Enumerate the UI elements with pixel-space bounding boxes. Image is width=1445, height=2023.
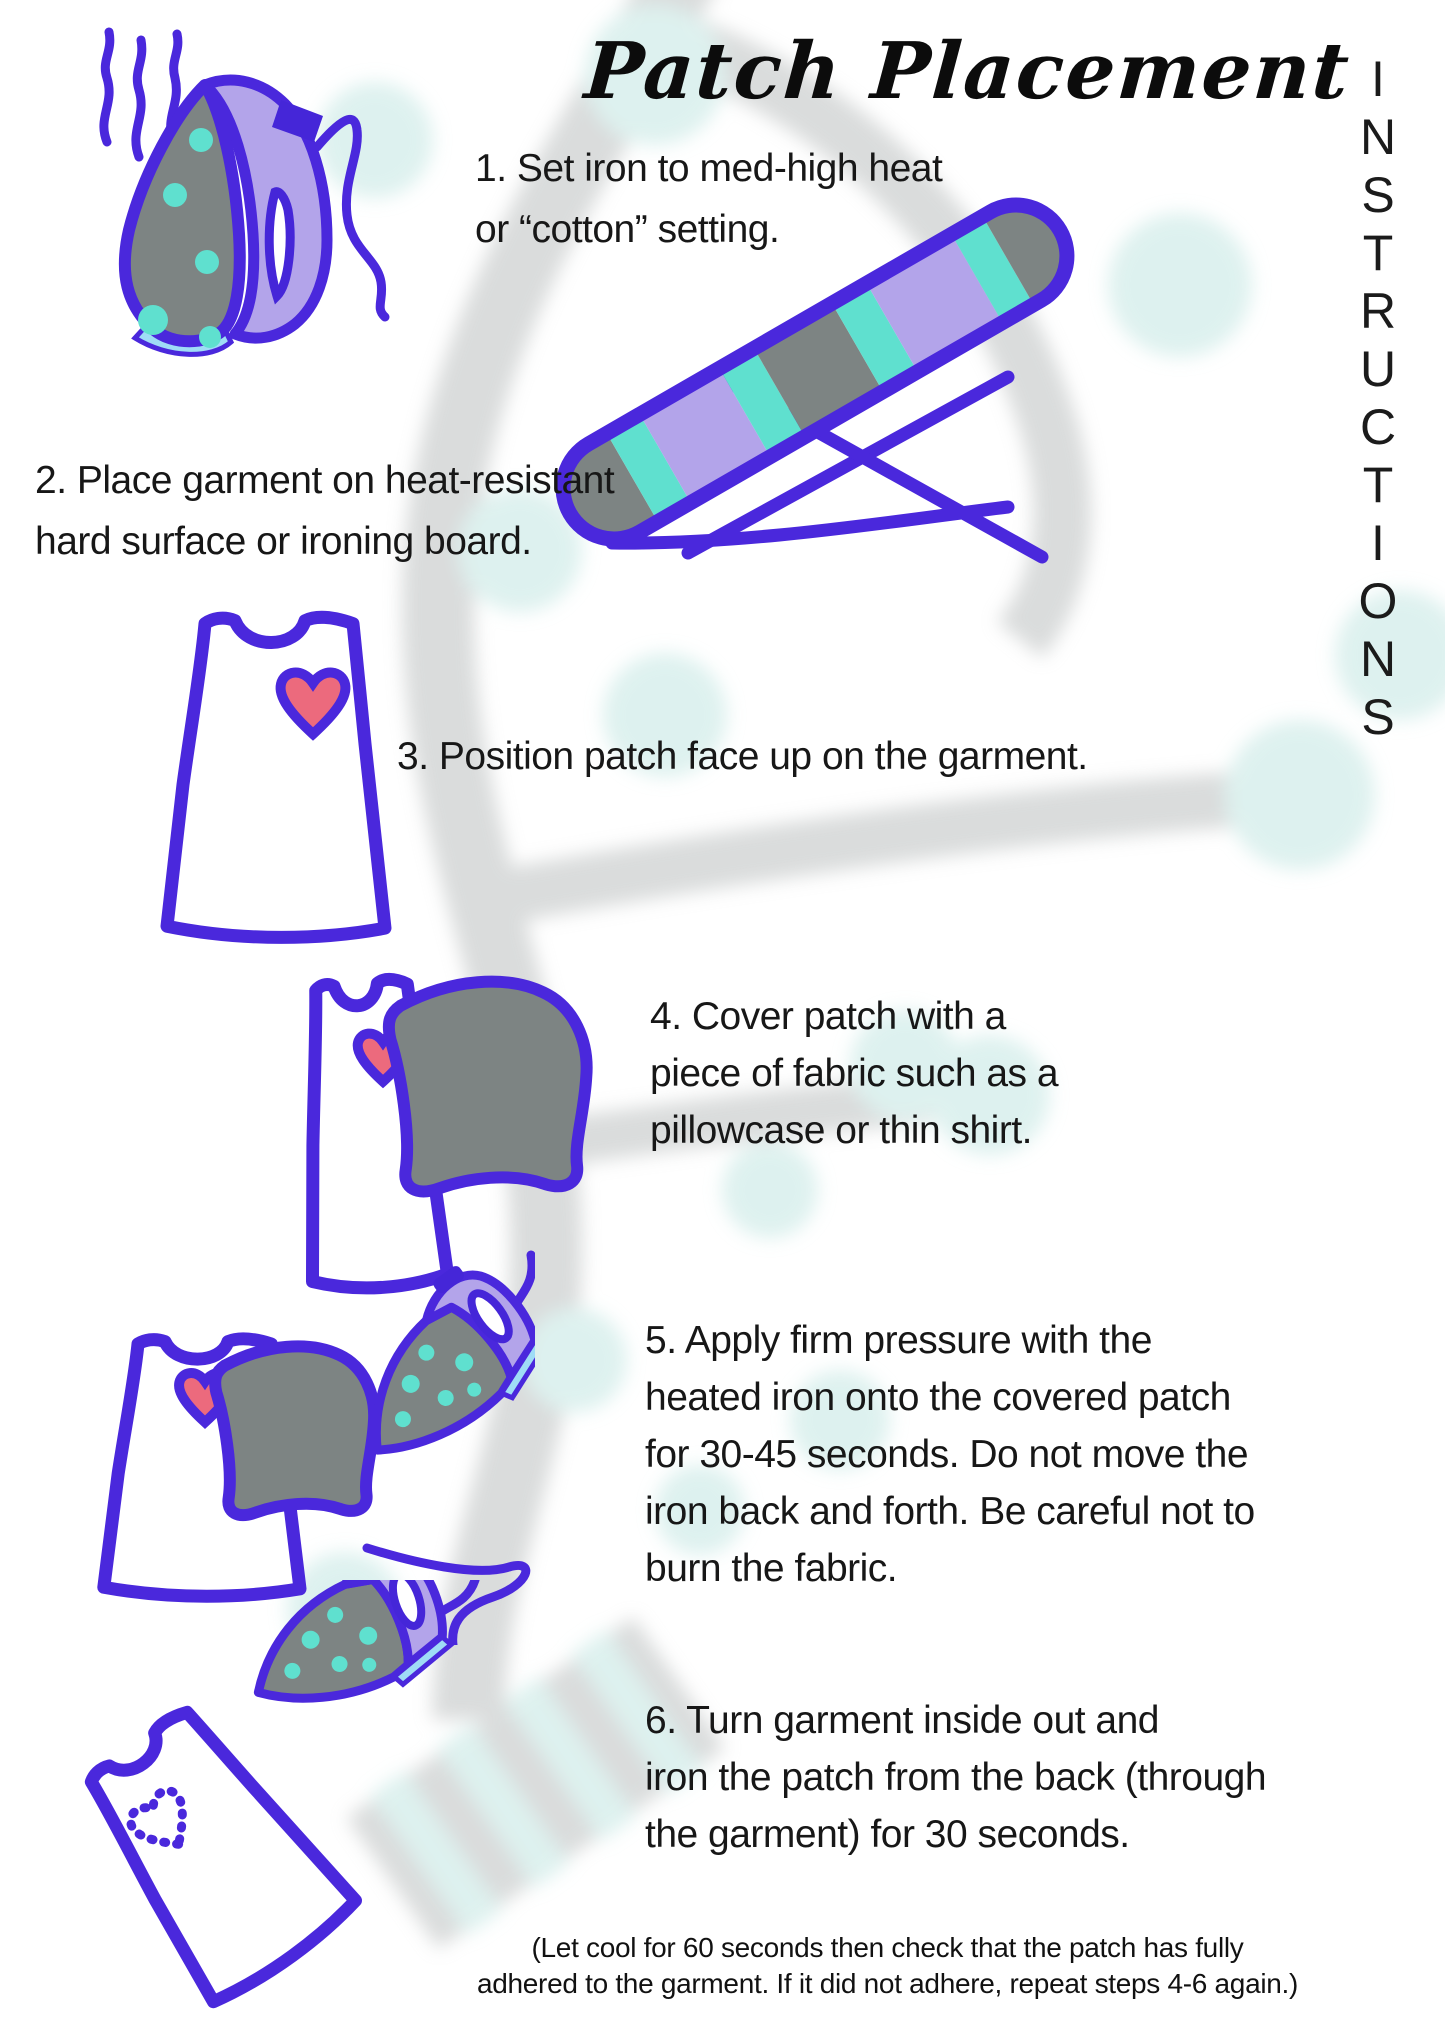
step-6-line: iron the patch from the back (through: [645, 1756, 1267, 1799]
vertical-letter: C: [1359, 399, 1397, 455]
step-5-line: for 30-45 seconds. Do not move the: [645, 1433, 1249, 1476]
garment-with-patch-illustration: [150, 600, 410, 945]
step-4-line: piece of fabric such as a: [650, 1052, 1059, 1095]
step-2-line: hard surface or ironing board.: [35, 520, 532, 563]
vertical-letter: I: [1371, 51, 1385, 107]
vertical-letter: S: [1361, 689, 1395, 745]
step-6-text: [645, 1692, 1266, 1863]
step-5-text: [645, 1312, 1255, 1597]
step-5-line: burn the fabric.: [645, 1547, 898, 1590]
vertical-letter: T: [1362, 225, 1394, 281]
step-6-line: 6. Turn garment inside out and: [645, 1699, 1159, 1742]
vertical-letter: U: [1359, 341, 1397, 397]
vertical-letter: S: [1361, 167, 1395, 223]
footnote-line: (Let cool for 60 seconds then check that the patch has fully: [531, 1932, 1244, 1963]
step-3-line: 3. Position patch face up on the garment.: [397, 735, 1088, 778]
step-5-line: heated iron onto the covered patch: [645, 1376, 1231, 1419]
footnote: [330, 1930, 1445, 2002]
step-4-line: 4. Cover patch with a: [650, 995, 1006, 1038]
page-title: Patch Placement: [581, 26, 1354, 117]
footnote-line: adhered to the garment. If it did not adhere, repeat steps 4-6 again.): [476, 1968, 1299, 1999]
vertical-letter: R: [1359, 283, 1397, 339]
step-4-line: pillowcase or thin shirt.: [650, 1109, 1032, 1152]
step-5-line: 5. Apply firm pressure with the: [645, 1319, 1152, 1362]
step-1-text: [475, 138, 942, 260]
step-2-text: [35, 450, 614, 572]
vertical-letter: N: [1359, 631, 1397, 687]
step-5-line: iron back and forth. Be careful not to: [645, 1490, 1255, 1533]
step-2-line: 2. Place garment on heat-resistant: [35, 459, 615, 502]
vertical-letter: T: [1362, 457, 1394, 513]
step-1-line: or “cotton” setting.: [475, 208, 780, 251]
step-3-text: [397, 728, 1088, 785]
step-6-line: the garment) for 30 seconds.: [645, 1813, 1130, 1856]
step-4-text: [650, 988, 1058, 1159]
step-1-line: 1. Set iron to med-high heat: [475, 147, 943, 190]
vertical-letter: I: [1371, 515, 1385, 571]
vertical-letter: N: [1359, 109, 1397, 165]
steam-iron-illustration: [55, 12, 395, 357]
instructions-vertical-label: [1350, 50, 1406, 746]
vertical-letter: O: [1358, 573, 1398, 629]
